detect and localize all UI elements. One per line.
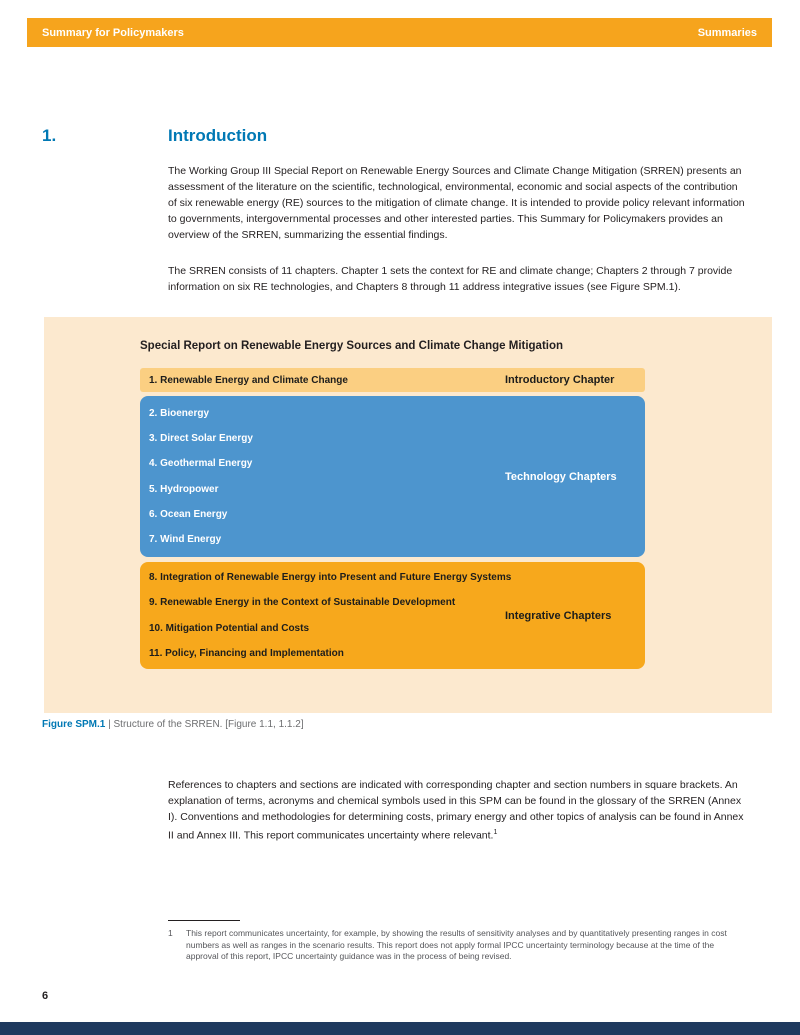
chapter-4-label: 4. Geothermal Energy: [149, 458, 253, 470]
chapter-9-label: 9. Renewable Energy in the Context of Sustainable Development: [149, 597, 456, 609]
chapter-2-label: 2. Bioenergy: [149, 408, 210, 419]
integrative-chapters-group-label: Integrative Chapters: [505, 609, 612, 622]
section-number: 1.: [42, 126, 57, 145]
chapter-10-label: 10. Mitigation Potential and Costs: [149, 622, 310, 634]
chapter-8-label: 8. Integration of Renewable Energy into Present and Future Energy Systems: [149, 572, 512, 583]
integrative-chapters-box: [140, 562, 645, 669]
chapter-7-label: 7. Wind Energy: [149, 533, 222, 545]
header-right-title: Summaries: [697, 26, 757, 39]
technology-chapters-group-label: Technology Chapters: [505, 470, 617, 483]
chapter-1-label: 1. Renewable Energy and Climate Change: [149, 374, 348, 386]
chapter-11-label: 11. Policy, Financing and Implementation: [149, 647, 344, 659]
footer-bar: [0, 1022, 800, 1035]
figure-inner-title: Special Report on Renewable Energy Sources and Climate Change Mitigation: [140, 340, 564, 352]
figure-spm1-box: [44, 317, 772, 713]
figure-caption-label: Figure SPM.1: [42, 719, 106, 730]
intro-paragraph-2: The SRREN consists of 11 chapters. Chapter 1 sets the context for RE and climate change; Chapters 2 through 7 provide information on six RE technologies, and Chapters 8 through 11 address integrative issues (see Figure SPM.1).: [168, 265, 733, 293]
chapter-3-label: 3. Direct Solar Energy: [149, 433, 253, 445]
header-left-title: Summary for Policymakers: [42, 26, 184, 39]
intro-paragraph-1: The Working Group III Special Report on Renewable Energy Sources and Climate Change Mitigation (SRREN) presents an assessment of the literature on the scientific, technological, environmental, economic and social aspects of the contribution of six renewable energy (RE) sources to the mitigation of climate change. It is intended to provide policy relevant information to governments, intergovernmental processes and other interested parties. This Summary for Policymakers provides an overview of the SRREN, summarizing the essential findings.: [168, 165, 745, 241]
footnote-divider: [168, 920, 240, 921]
introductory-chapter-group-label: Introductory Chapter: [505, 374, 615, 386]
page-header-bar: [27, 18, 772, 47]
introductory-chapter-row: [140, 368, 645, 392]
figure-caption-text: | Structure of the SRREN. [Figure 1.1, 1.1.2]: [105, 719, 304, 730]
footnote-number: 1: [168, 928, 173, 938]
chapter-6-label: 6. Ocean Energy: [149, 508, 228, 520]
figure-caption: [42, 719, 742, 730]
page-number: 6: [42, 990, 49, 1002]
footnote-1: [168, 928, 740, 963]
references-paragraph: [168, 777, 746, 844]
technology-chapters-box: [140, 396, 645, 557]
footnote-text: This report communicates uncertainty, for example, by showing the results of sensitivity analyses and by quantitatively presenting ranges in cost numbers as well as ranges in the scenario results. This report does not apply formal IPCC uncertainty terminology because at the time of the approval of this report, IPCC uncertainty guidance was in the process of being revised.: [186, 928, 727, 961]
references-paragraph-text: References to chapters and sections are indicated with corresponding chapter and section numbers in square brackets. An explanation of terms, acronyms and chemical symbols used in this SPM can be found in the glossary of the SRREN (Annex I). Conventions and methodologies for determining costs, primary energy and other topics of analysis can be found in Annex II and Annex III. This report communicates uncertainty where relevant.: [168, 779, 744, 842]
footnote-reference-marker: 1: [493, 829, 498, 836]
chapter-5-label: 5. Hydropower: [149, 483, 219, 495]
section-title: Introduction: [168, 126, 268, 145]
